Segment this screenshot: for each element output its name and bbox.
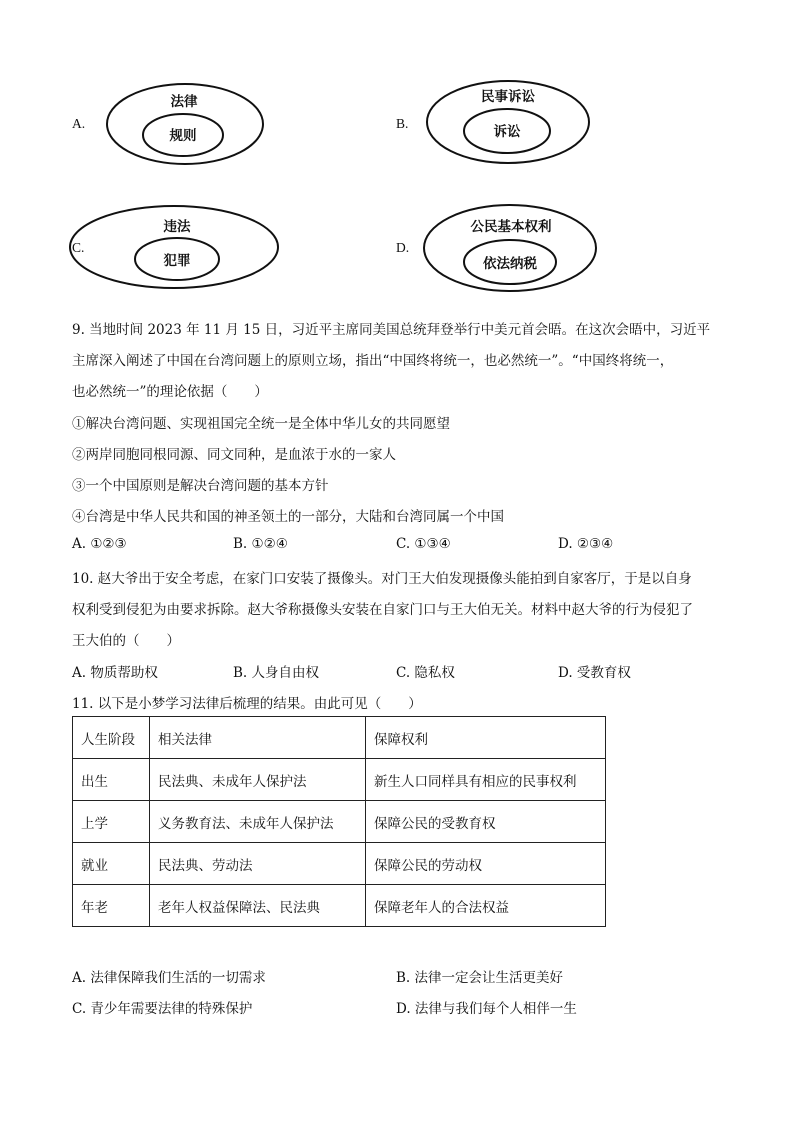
q11-choice-d[interactable]: D. 法律与我们每个人相伴一生 — [396, 1001, 577, 1017]
table-cell: 老年人权益保障法、民法典 — [150, 885, 366, 927]
q10-choice-b[interactable]: B. 人身自由权 — [233, 665, 320, 681]
venn-d-inner-label: 依法纳税 — [483, 256, 537, 272]
table-cell: 保障公民的受教育权 — [366, 801, 606, 843]
table-cell: 义务教育法、未成年人保护法 — [150, 801, 366, 843]
table-cell: 新生人口同样具有相应的民事权利 — [366, 759, 606, 801]
q8-option-b-label: B. — [396, 116, 409, 131]
q10-choice-d[interactable]: D. 受教育权 — [558, 665, 631, 681]
q8-option-c-label: C. — [72, 240, 85, 255]
q10-choice-c[interactable]: C. 隐私权 — [396, 665, 455, 681]
q9-choice-b[interactable]: B. ①②④ — [233, 536, 288, 552]
venn-a — [107, 84, 263, 164]
q10-stem-line-2: 权利受到侵犯为由要求拆除。赵大爷称摄像头安装在自家门口与王大伯无关。材料中赵大爷的行为侵犯了 — [72, 602, 693, 618]
q9-stem-line-1: 9. 当地时间 2023 年 11 月 15 日，习近平主席同美国总统拜登举行中美元首会晤。在这次会晤中，习近平 — [72, 322, 711, 338]
venn-c-outer-label: 违法 — [163, 219, 191, 235]
law-table — [72, 716, 606, 927]
q10-choice-a[interactable]: A. 物质帮助权 — [72, 665, 158, 681]
q9-choice-c[interactable]: C. ①③④ — [396, 536, 451, 552]
q9-stem-line-3: 也必然统一”的理论依据（ ） — [72, 384, 268, 400]
venn-d-outer — [424, 205, 596, 291]
table-cell: 上学 — [73, 801, 150, 843]
q9-stem-line-2: 主席深入阐述了中国在台湾问题上的原则立场，指出“中国终将统一，也必然统一”。“中国终将统一， — [72, 353, 674, 369]
venn-b-outer-label: 民事诉讼 — [481, 89, 535, 105]
table-row — [73, 801, 606, 843]
venn-a-inner-label: 规则 — [169, 128, 197, 144]
q9-choice-d[interactable]: D. ②③④ — [558, 536, 614, 552]
table-cell: 保障公民的劳动权 — [366, 843, 606, 885]
q11-choice-b[interactable]: B. 法律一定会让生活更美好 — [396, 970, 564, 986]
table-cell: 保障老年人的合法权益 — [366, 885, 606, 927]
q11-stem: 11. 以下是小梦学习法律后梳理的结果。由此可见（ ） — [72, 696, 422, 712]
table-header-cell: 人生阶段 — [73, 717, 150, 759]
q10-stem-line-3: 王大伯的（ ） — [72, 633, 180, 649]
table-row — [73, 759, 606, 801]
table-header-cell: 相关法律 — [150, 717, 366, 759]
q8-option-a-label: A. — [72, 116, 86, 131]
table-row — [73, 843, 606, 885]
venn-b-inner-label: 诉讼 — [493, 124, 521, 140]
venn-a-outer-label: 法律 — [170, 94, 198, 110]
venn-c — [70, 206, 278, 288]
table-cell: 年老 — [73, 885, 150, 927]
table-cell: 民法典、未成年人保护法 — [150, 759, 366, 801]
venn-d-outer-label: 公民基本权利 — [470, 219, 552, 235]
q11-choice-c[interactable]: C. 青少年需要法律的特殊保护 — [72, 1001, 253, 1017]
table-row — [73, 885, 606, 927]
venn-d — [424, 205, 596, 291]
table-cell: 民法典、劳动法 — [150, 843, 366, 885]
q8-option-d-label: D. — [396, 240, 410, 255]
venn-c-inner-label: 犯罪 — [163, 253, 191, 269]
q11-choice-a[interactable]: A. 法律保障我们生活的一切需求 — [72, 970, 266, 986]
q9-statement-2: ②两岸同胞同根同源、同文同种，是血浓于水的一家人 — [72, 447, 396, 463]
q10-stem-line-1: 10. 赵大爷出于安全考虑，在家门口安装了摄像头。对门王大伯发现摄像头能拍到自家客厅，于是以自身 — [72, 571, 692, 587]
table-header-row — [73, 717, 606, 759]
q9-statement-3: ③一个中国原则是解决台湾问题的基本方针 — [72, 478, 329, 494]
table-cell: 就业 — [73, 843, 150, 885]
q9-statement-4: ④台湾是中华人民共和国的神圣领土的一部分，大陆和台湾同属一个中国 — [72, 509, 504, 525]
q9-choice-a[interactable]: A. ①②③ — [72, 536, 127, 552]
table-cell: 出生 — [73, 759, 150, 801]
venn-b — [427, 81, 589, 163]
q9-statement-1: ①解决台湾问题、实现祖国完全统一是全体中华儿女的共同愿望 — [72, 416, 450, 432]
table-header-cell: 保障权利 — [366, 717, 606, 759]
